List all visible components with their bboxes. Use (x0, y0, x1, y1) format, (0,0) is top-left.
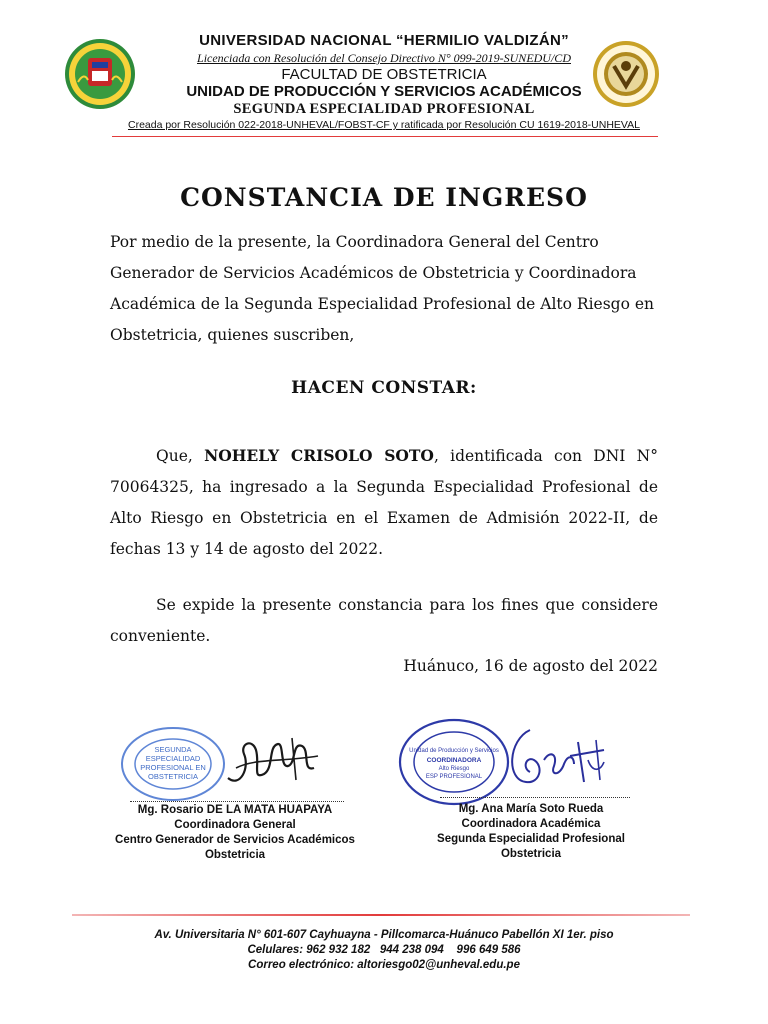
intro-paragraph: Por medio de la presente, la Coordinadora General del Centro Generador de Servicios Académicos de Obstetricia y Coordinadora Académica de la Segunda Especialidad Profesional de Alto Riesgo en Obstetricia, quienes suscriben, (110, 233, 654, 344)
left-signature-line (130, 801, 344, 802)
right-handwritten-signature (500, 720, 610, 800)
footer-email: Correo electrónico: altoriesgo02@unheval.edu.pe (248, 959, 520, 971)
footer-divider (72, 914, 690, 916)
right-signer-dept: Obstetricia (500, 848, 562, 860)
faculty-name: FACULTAD DE OBSTETRICIA (281, 66, 487, 83)
purpose-paragraph: Se expide la presente constancia para los fines que considere conveniente. (110, 596, 658, 645)
right-signature-line (440, 797, 630, 798)
left-signer-dept: Obstetricia (204, 849, 266, 861)
paragraph-body: , identificada con DNI N° 70064325, ha ingresado a la Segunda Especialidad Profesional de Alto Riesgo en Obstetricia en el Examen de Admisión 2022-II, de fechas 13 y 14 de agosto del 2022. (110, 447, 658, 558)
right-signature-block (400, 802, 662, 862)
left-signer-org: Centro Generador de Servicios Académicos (115, 834, 355, 846)
footer-address: Av. Universitaria N° 601-607 Cayhuayna - Pillcomarca-Huánuco Pabellón XI 1er. piso (154, 929, 614, 941)
creation-resolution: Creada por Resolución 022-2018-UNHEVAL/FOBST-CF y ratificada por Resolución CU 1619-2018-UNHEVAL (127, 119, 640, 131)
right-signer-org: Segunda Especialidad Profesional (437, 833, 625, 845)
left-signer-name: Mg. Rosario DE LA MATA HUAPAYA (137, 804, 333, 816)
left-seal-line-4: OBSTETRICIA (147, 772, 199, 781)
left-seal-line-1: SEGUNDA (154, 745, 192, 754)
header-divider (112, 136, 658, 137)
left-seal-line-3: PROFESIONAL EN (140, 763, 206, 772)
document-title: CONSTANCIA DE INGRESO (180, 183, 588, 212)
left-handwritten-signature (222, 728, 322, 794)
left-signer-role: Coordinadora General (174, 819, 296, 831)
right-signer-name: Mg. Ana María Soto Rueda (458, 803, 604, 815)
right-seal-line-4: ESP PROFESIONAL (425, 774, 483, 780)
unit-name: UNIDAD DE PRODUCCIÓN Y SERVICIOS ACADÉMICOS (186, 83, 582, 100)
issue-date: Huánuco, 16 de agosto del 2022 (403, 657, 658, 675)
right-seal-line-3: Alto Riesgo (438, 766, 470, 772)
footer-phones: Celulares: 962 932 182 944 238 094 996 649 586 (247, 944, 521, 956)
certification-paragraph (110, 440, 658, 565)
left-seal-line-2: ESPECIALIDAD (145, 754, 201, 763)
right-stamp-seal (398, 718, 510, 806)
university-name: UNIVERSIDAD NACIONAL “HERMILIO VALDIZÁN” (199, 32, 569, 49)
paragraph-prefix: Que, (156, 447, 205, 465)
hacen-constar-heading: HACEN CONSTAR: (291, 378, 477, 398)
left-stamp-seal (120, 726, 226, 802)
right-seal-line-1: Unidad de Producción y Servicios (409, 748, 499, 754)
right-seal-line-2: COORDINADORA (426, 757, 482, 764)
specialty-name: SEGUNDA ESPECIALIDAD PROFESIONAL (233, 101, 535, 117)
student-name: NOHELY CRISOLO SOTO (204, 446, 434, 465)
right-signer-role: Coordinadora Académica (461, 818, 601, 830)
license-line: Licenciada con Resolución del Consejo Directivo N° 099-2019-SUNEDU/CD (197, 51, 571, 65)
left-signature-block (100, 803, 370, 863)
